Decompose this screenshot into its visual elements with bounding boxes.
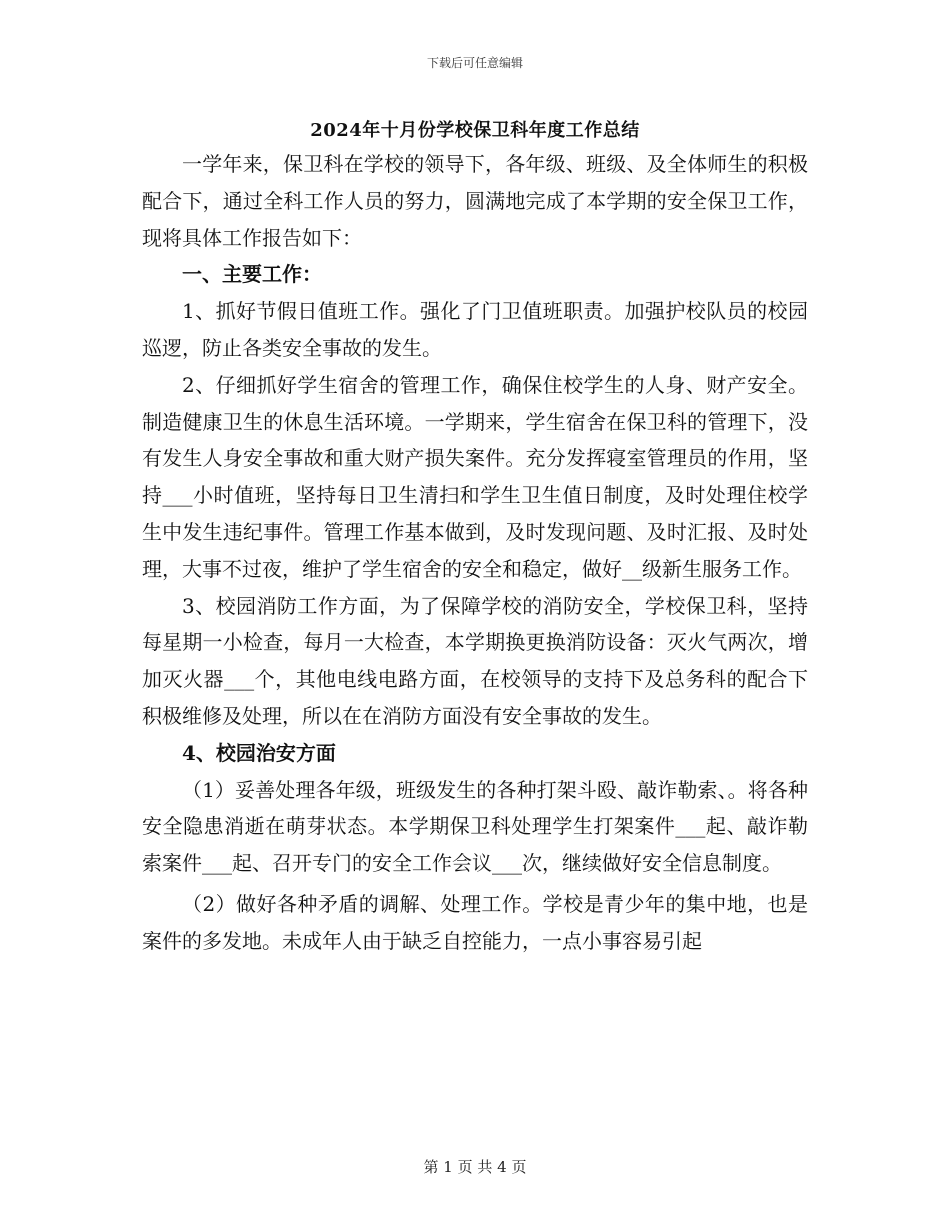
paragraph-item-3: 3、校园消防工作方面，为了保障学校的消防安全，学校保卫科，坚持每星期一小检查，每月一大检查，本学期换更换消防设备：灭火气两次，增加灭火器___个，其他电线电路方面，在校领导的支持下及总务科的配合下积极维修及处理，所以在在消防方面没有安全事故的发生。 <box>142 593 808 728</box>
intro-paragraph: 一学年来，保卫科在学校的领导下，各年级、班级、及全体师生的积极配合下，通过全科工作人员的努力，圆满地完成了本学期的安全保卫工作，现将具体工作报告如下： <box>142 152 808 250</box>
header-note: 下载后可任意编辑 <box>426 56 523 70</box>
section-heading-campus-security: 4、校园治安方面 <box>182 740 336 765</box>
paragraph-item-2: 2、仔细抓好学生宿舍的管理工作，确保住校学生的人身、财产安全。制造健康卫生的休息生活环境。一学期来，学生宿舍在保卫科的管理下，没有发生人身安全事故和重大财产损失案件。充分发挥寝室管理员的作用，坚持___小时值班，坚持每日卫生清扫和学生卫生值日制度，及时处理住校学生中发生违纪事件。管理工作基本做到，及时发现问题、及时汇报、及时处理，大事不过夜，维护了学生宿舍的安全和稳定，做好__级新生服务工作。 <box>142 372 808 581</box>
paragraph-sub-2: （2）做好各种矛盾的调解、处理工作。学校是青少年的集中地，也是案件的多发地。未成年人由于缺乏自控能力，一点小事容易引起 <box>142 891 808 953</box>
document-body <box>142 146 808 960</box>
paragraph-item-1: 1、抓好节假日值班工作。强化了门卫值班职责。加强护校队员的校园巡逻，防止各类安全事故的发生。 <box>142 299 808 360</box>
section-heading-main-work: 一、主要工作： <box>182 262 322 287</box>
paragraph-sub-1: （1）妥善处理各年级，班级发生的各种打架斗殴、敲诈勒索、。将各种安全隐患消逝在萌芽状态。本学期保卫科处理学生打架案件___起、敲诈勒索案件___起、召开专门的安全工作会议___次，继续做好安全信息制度。 <box>142 777 808 876</box>
page-footer: 第 1 页 共 4 页 <box>423 1158 527 1176</box>
document-title: 2024年十月份学校保卫科年度工作总结 <box>310 120 640 141</box>
